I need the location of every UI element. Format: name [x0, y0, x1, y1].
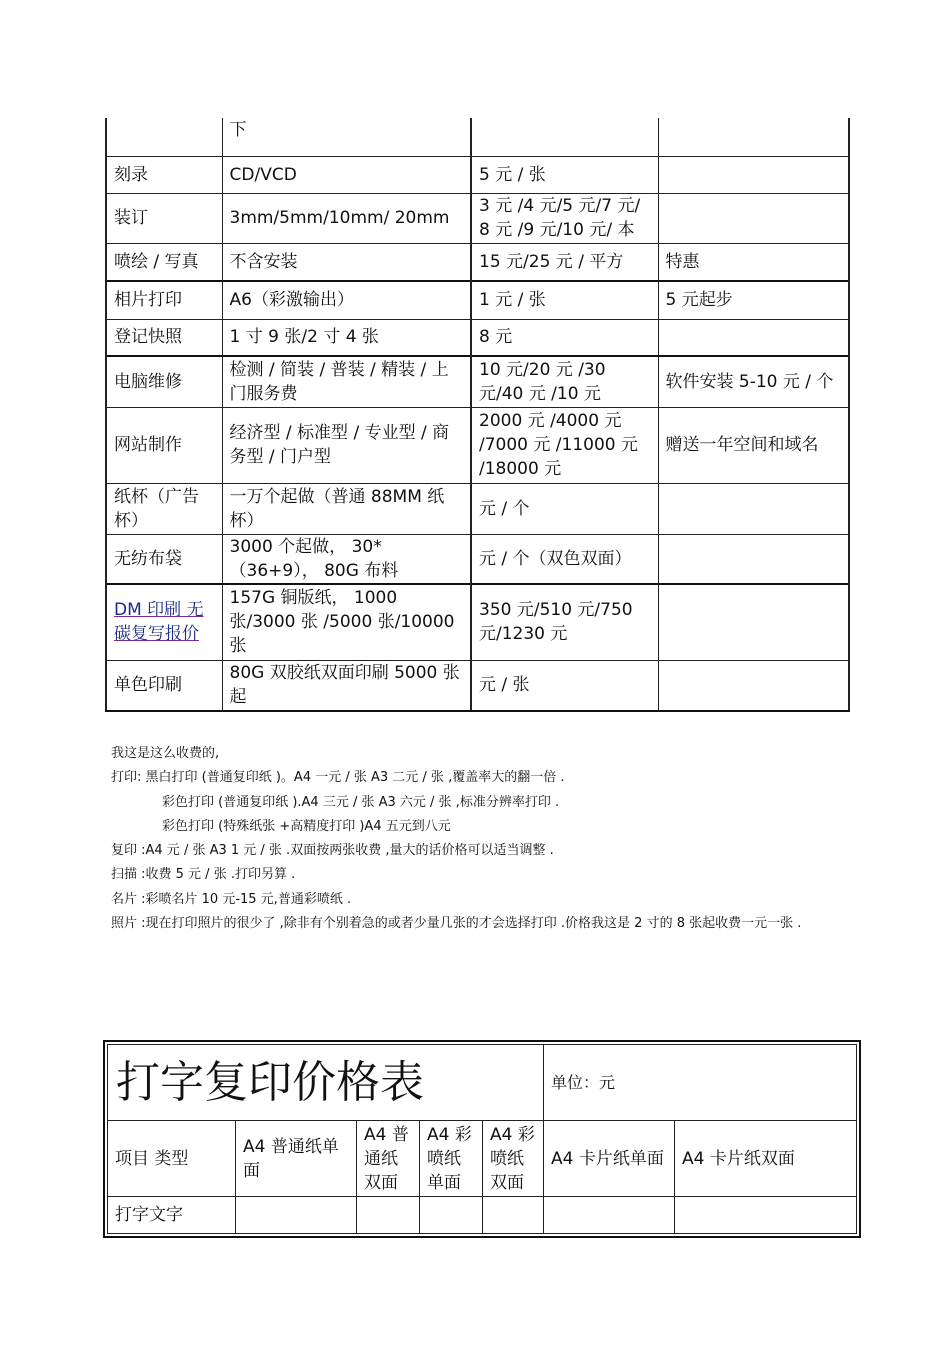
note-cell	[658, 156, 849, 193]
note-cell	[658, 483, 849, 534]
spec-cell: A6（彩激输出）	[222, 281, 471, 319]
table-row	[106, 243, 849, 281]
column-header: A4 彩喷纸双面	[483, 1121, 544, 1197]
price-cell: 元 / 个	[471, 483, 658, 534]
spec-cell: CD/VCD	[222, 156, 471, 193]
note-line: 彩色打印 (普通复印纸 ).A4 三元 / 张 A3 六元 / 张 ,标准分辨率打印 .	[162, 794, 560, 810]
price-cell: 15 元/25 元 / 平方	[471, 243, 658, 281]
table-cell	[483, 1197, 544, 1234]
table-row	[106, 156, 849, 193]
item-cell: 网站制作	[106, 407, 222, 483]
note-cell: 特惠	[658, 243, 849, 281]
price-cell: 2000 元 /4000 元 /7000 元 /11000 元 /18000 元	[471, 407, 658, 483]
spec-cell: 不含安装	[222, 243, 471, 281]
column-header: A4 普通纸双面	[357, 1121, 420, 1197]
note-line: 彩色打印 (特殊纸张 +高精度打印 )A4 五元到八元	[162, 818, 451, 834]
note-cell	[658, 193, 849, 243]
table-row	[108, 1197, 857, 1234]
table-row	[106, 584, 849, 660]
item-cell	[106, 118, 222, 156]
column-header: 项目 类型	[108, 1121, 236, 1197]
spec-cell: 经济型 / 标准型 / 专业型 / 商务型 / 门户型	[222, 407, 471, 483]
item-cell: 登记快照	[106, 319, 222, 356]
item-cell: 喷绘 / 写真	[106, 243, 222, 281]
price-table	[105, 118, 850, 712]
table-row	[106, 407, 849, 483]
table-row	[106, 483, 849, 534]
spec-cell: 1 寸 9 张/2 寸 4 张	[222, 319, 471, 356]
table-row	[106, 193, 849, 243]
table-row	[106, 356, 849, 407]
price-cell: 5 元 / 张	[471, 156, 658, 193]
title-row	[108, 1045, 857, 1121]
note-line: 打印: 黑白打印 (普通复印纸 )。A4 一元 / 张 A3 二元 / 张 ,覆盖率大的翻一倍 .	[111, 770, 565, 786]
price-cell: 8 元	[471, 319, 658, 356]
note-cell	[658, 584, 849, 660]
copy-price-table	[107, 1044, 857, 1234]
table-row	[106, 660, 849, 711]
item-cell: 单色印刷	[106, 660, 222, 711]
item-cell: 装订	[106, 193, 222, 243]
note-cell: 5 元起步	[658, 281, 849, 319]
unit-label: 单位：元	[544, 1045, 857, 1121]
note-line: 照片 :现在打印照片的很少了 ,除非有个别着急的或者少量几张的才会选择打印 .价格我这是 2 寸的 8 张起收费一元一张 .	[111, 916, 802, 932]
spec-cell: 下	[222, 118, 471, 156]
table-row	[106, 534, 849, 584]
dm-print-link[interactable]: DM 印刷 无碳复写报价	[114, 600, 204, 645]
note-cell: 软件安装 5-10 元 / 个	[658, 356, 849, 407]
note-cell	[658, 118, 849, 156]
spec-cell: 157G 铜版纸， 1000 张/3000 张 /5000 张/10000 张	[222, 584, 471, 660]
item-cell: 无纺布袋	[106, 534, 222, 584]
note-line: 名片 :彩喷名片 10 元-15 元,普通彩喷纸 .	[111, 891, 352, 907]
item-cell: 电脑维修	[106, 356, 222, 407]
header-row	[108, 1121, 857, 1197]
column-header: A4 普通纸单面	[236, 1121, 357, 1197]
table-cell	[357, 1197, 420, 1234]
price-cell: 元 / 张	[471, 660, 658, 711]
table-row	[106, 319, 849, 356]
spec-cell: 3mm/5mm/10mm/ 20mm	[222, 193, 471, 243]
note-cell	[658, 534, 849, 584]
spec-cell: 一万个起做（普通 88MM 纸杯）	[222, 483, 471, 534]
table-row	[106, 118, 849, 156]
price-cell: 1 元 / 张	[471, 281, 658, 319]
note-cell: 赠送一年空间和域名	[658, 407, 849, 483]
note-cell	[658, 660, 849, 711]
column-header: A4 卡片纸双面	[675, 1121, 857, 1197]
note-line: 扫描 :收费 5 元 / 张 .打印另算 .	[111, 867, 296, 883]
row-label: 打字文字	[108, 1197, 236, 1234]
table-cell	[544, 1197, 675, 1234]
table-cell	[420, 1197, 483, 1234]
note-line: 复印 :A4 元 / 张 A3 1 元 / 张 .双面按两张收费 ,量大的话价格可以适当调整 .	[111, 843, 554, 859]
table-title: 打字复印价格表	[108, 1045, 544, 1121]
column-header: A4 卡片纸单面	[544, 1121, 675, 1197]
spec-cell: 检测 / 简装 / 普装 / 精装 / 上门服务费	[222, 356, 471, 407]
price-cell: 元 / 个（双色双面）	[471, 534, 658, 584]
note-line: 我这是这么收费的,	[111, 746, 220, 761]
table-cell	[675, 1197, 857, 1234]
pricing-notes	[111, 742, 851, 936]
note-cell	[658, 319, 849, 356]
price-cell: 10 元/20 元 /30 元/40 元 /10 元	[471, 356, 658, 407]
spec-cell: 3000 个起做， 30*（36+9）， 80G 布料	[222, 534, 471, 584]
dm-print-link-cell[interactable]	[106, 584, 222, 660]
spec-cell: 80G 双胶纸双面印刷 5000 张起	[222, 660, 471, 711]
column-header: A4 彩喷纸单面	[420, 1121, 483, 1197]
price-cell: 3 元 /4 元/5 元/7 元/ 8 元 /9 元/10 元/ 本	[471, 193, 658, 243]
price-cell: 350 元/510 元/750 元/1230 元	[471, 584, 658, 660]
price-cell	[471, 118, 658, 156]
table-row	[106, 281, 849, 319]
item-cell: 刻录	[106, 156, 222, 193]
copy-price-table-frame	[103, 1040, 861, 1238]
item-cell: 纸杯（广告杯）	[106, 483, 222, 534]
item-cell: 相片打印	[106, 281, 222, 319]
table-cell	[236, 1197, 357, 1234]
